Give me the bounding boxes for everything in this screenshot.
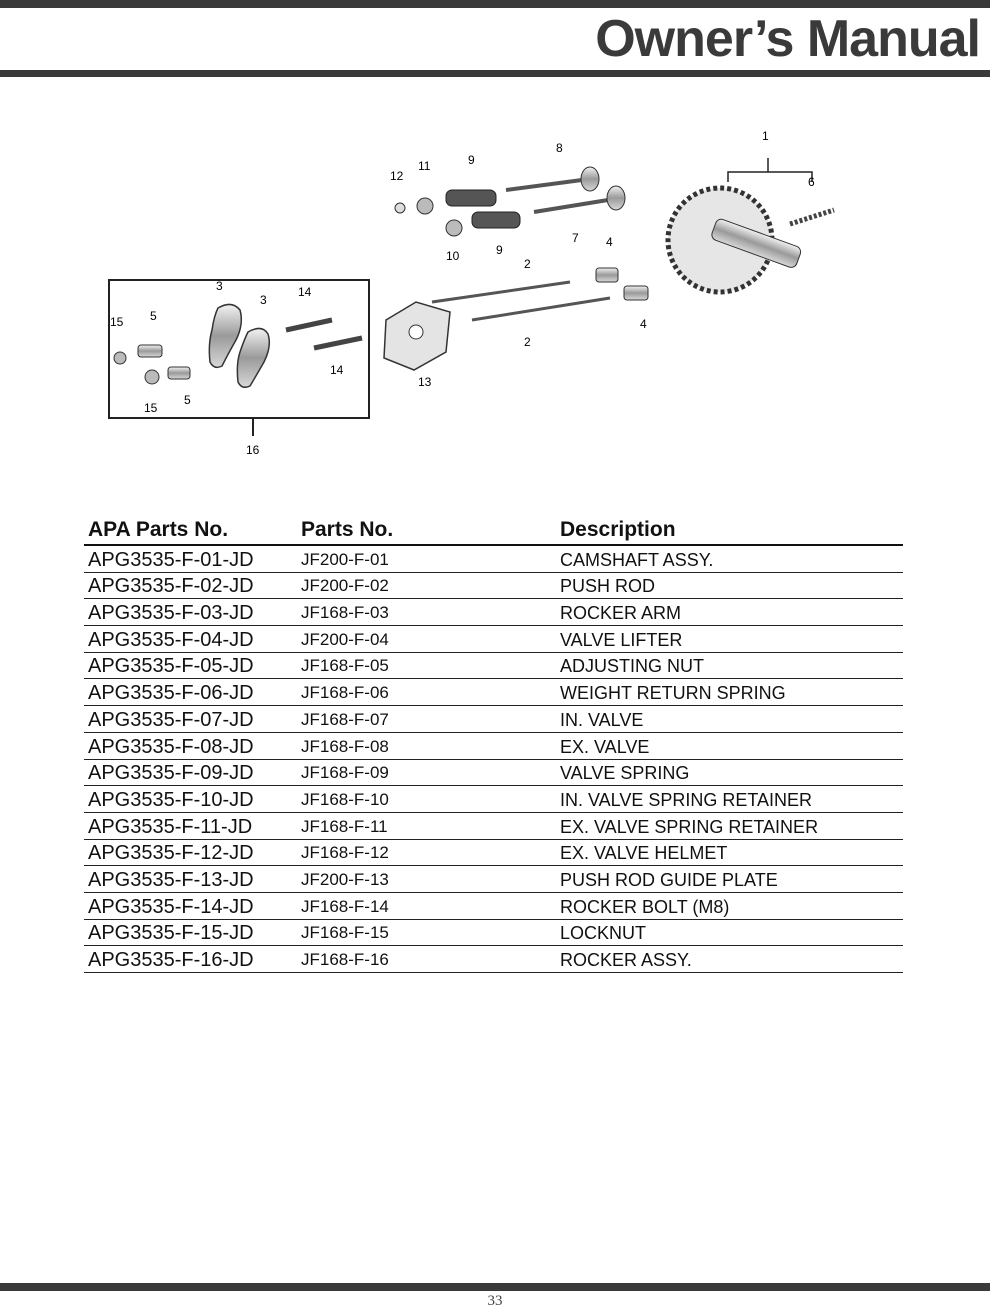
cell-apa-parts-no: APG3535-F-03-JD	[88, 602, 254, 625]
cell-parts-no: JF200-F-13	[301, 869, 389, 889]
callout-label: 16	[246, 443, 260, 457]
header-description: Description	[560, 518, 676, 541]
cell-description: VALVE SPRING	[560, 763, 690, 784]
cell-apa-parts-no: APG3535-F-08-JD	[88, 735, 254, 758]
adjusting-nut-shape	[138, 345, 162, 357]
valve-spring-shape	[446, 190, 496, 206]
cell-description: ROCKER ASSY.	[560, 950, 692, 970]
callout-label: 7	[572, 231, 579, 245]
cell-description: WEIGHT RETURN SPRING	[560, 683, 786, 704]
cell-apa-parts-no: APG3535-F-09-JD	[88, 762, 254, 785]
cell-description: PUSH ROD	[560, 576, 656, 597]
table-row	[84, 946, 903, 973]
cell-description: IN. VALVE SPRING RETAINER	[560, 789, 813, 810]
callout-label: 13	[418, 375, 432, 389]
page-number: 33	[487, 1293, 503, 1309]
cell-parts-no: JF168-F-15	[301, 923, 389, 943]
callout-label: 5	[184, 393, 191, 407]
callout-label: 14	[298, 285, 312, 299]
valve-lifter-shape	[624, 286, 648, 300]
in-retainer-shape	[446, 220, 462, 236]
cell-parts-no: JF168-F-14	[301, 896, 389, 916]
locknut-shape	[145, 370, 159, 384]
header-top-bar	[0, 0, 990, 8]
table-row	[84, 920, 903, 947]
leader-1	[728, 158, 812, 182]
table-row	[84, 546, 903, 573]
ex-valve-head	[581, 167, 599, 191]
cell-apa-parts-no: APG3535-F-13-JD	[88, 868, 254, 891]
cell-parts-no: JF168-F-08	[301, 736, 389, 756]
cell-parts-no: JF168-F-07	[301, 709, 389, 729]
cell-apa-parts-no: APG3535-F-02-JD	[88, 575, 254, 598]
in-valve-shape	[534, 200, 608, 212]
cell-apa-parts-no: APG3535-F-14-JD	[88, 895, 254, 918]
parts-table	[84, 514, 903, 973]
cell-description: IN. VALVE	[560, 709, 644, 730]
weight-return-spring-shape	[790, 210, 834, 224]
callout-label: 3	[260, 293, 267, 307]
diagram-svg	[100, 120, 860, 470]
cell-apa-parts-no: APG3535-F-04-JD	[88, 628, 254, 651]
cell-apa-parts-no: APG3535-F-12-JD	[88, 842, 254, 865]
cell-parts-no: JF168-F-10	[301, 789, 389, 809]
cell-apa-parts-no: APG3535-F-06-JD	[88, 682, 254, 705]
callout-label: 2	[524, 257, 531, 271]
cell-apa-parts-no: APG3535-F-11-JD	[88, 815, 253, 838]
rocker-bolt-shape	[286, 320, 332, 330]
push-rod-shape	[472, 298, 610, 320]
table-header-row	[84, 514, 903, 546]
callout-label: 1	[762, 129, 769, 143]
header-parts-no: Parts No.	[301, 518, 394, 541]
table-row	[84, 893, 903, 920]
cell-description: ROCKER ARM	[560, 603, 682, 624]
cell-description: LOCKNUT	[560, 923, 647, 944]
locknut-shape	[114, 352, 126, 364]
callout-label: 8	[556, 141, 563, 155]
footer-bar	[0, 1283, 990, 1291]
callout-label: 15	[110, 315, 124, 329]
guide-plate-hole	[409, 325, 423, 339]
callout-label: 4	[640, 317, 647, 331]
cell-apa-parts-no: APG3535-F-10-JD	[88, 788, 254, 811]
cell-apa-parts-no: APG3535-F-07-JD	[88, 708, 254, 731]
callout-label: 10	[446, 249, 460, 263]
callout-label: 11	[418, 159, 431, 173]
cell-description: EX. VALVE HELMET	[560, 843, 728, 864]
valve-lifter-shape	[596, 268, 618, 282]
valve-spring-shape	[472, 212, 520, 228]
callout-label: 6	[808, 175, 815, 189]
table-row	[84, 706, 903, 733]
in-valve-head	[607, 186, 625, 210]
rocker-arm-shape	[209, 304, 241, 367]
helmet-shape	[395, 203, 405, 213]
header-apa-parts-no: APA Parts No.	[88, 518, 229, 541]
ex-valve-shape	[506, 180, 582, 190]
callout-label: 2	[524, 335, 531, 349]
callout-label: 12	[390, 169, 404, 183]
cell-parts-no: JF200-F-04	[301, 629, 389, 649]
cell-description: EX. VALVE	[560, 736, 650, 757]
table-row	[84, 866, 903, 893]
cell-parts-no: JF168-F-16	[301, 950, 389, 969]
callout-label: 9	[468, 153, 475, 167]
cell-parts-no: JF168-F-06	[301, 683, 389, 703]
exploded-parts-diagram	[100, 120, 860, 470]
table-row	[84, 813, 903, 840]
cell-parts-no: JF168-F-09	[301, 763, 389, 783]
rocker-bolt-shape	[314, 338, 362, 348]
header-rule	[0, 70, 990, 77]
table-body	[84, 546, 903, 973]
table-row	[84, 626, 903, 653]
table-row	[84, 733, 903, 760]
cell-parts-no: JF168-F-05	[301, 656, 389, 676]
cell-description: ROCKER BOLT (M8)	[560, 896, 730, 917]
table-row	[84, 599, 903, 626]
cell-description: VALVE LIFTER	[560, 629, 683, 650]
cell-parts-no: JF200-F-02	[301, 576, 389, 596]
cell-apa-parts-no: APG3535-F-01-JD	[88, 548, 254, 571]
cell-parts-no: JF168-F-11	[301, 816, 388, 836]
ex-retainer-shape	[417, 198, 433, 214]
table-row	[84, 760, 903, 787]
table-row	[84, 653, 903, 680]
cell-apa-parts-no: APG3535-F-16-JD	[88, 949, 254, 971]
table-row	[84, 679, 903, 706]
rocker-arm-shape	[237, 328, 269, 387]
table-row	[84, 840, 903, 867]
adjusting-nut-shape	[168, 367, 190, 379]
table-row	[84, 573, 903, 600]
cell-parts-no: JF200-F-01	[301, 549, 389, 569]
callout-label: 15	[144, 401, 158, 415]
cell-description: EX. VALVE SPRING RETAINER	[560, 816, 819, 837]
cell-description: PUSH ROD GUIDE PLATE	[560, 869, 778, 890]
cell-parts-no: JF168-F-12	[301, 843, 389, 863]
cell-apa-parts-no: APG3535-F-05-JD	[88, 655, 254, 678]
cell-description: CAMSHAFT ASSY.	[560, 549, 714, 570]
cell-parts-no: JF168-F-03	[301, 603, 389, 623]
callout-label: 3	[216, 279, 223, 293]
table-row	[84, 786, 903, 813]
callout-label: 5	[150, 309, 157, 323]
page-title: Owner’s Manual	[595, 10, 980, 68]
callout-label: 4	[606, 235, 613, 249]
push-rod-shape	[432, 282, 570, 302]
callout-label: 14	[330, 363, 344, 377]
cell-description: ADJUSTING NUT	[560, 656, 704, 677]
cell-apa-parts-no: APG3535-F-15-JD	[88, 922, 254, 945]
callout-label: 9	[496, 243, 503, 257]
